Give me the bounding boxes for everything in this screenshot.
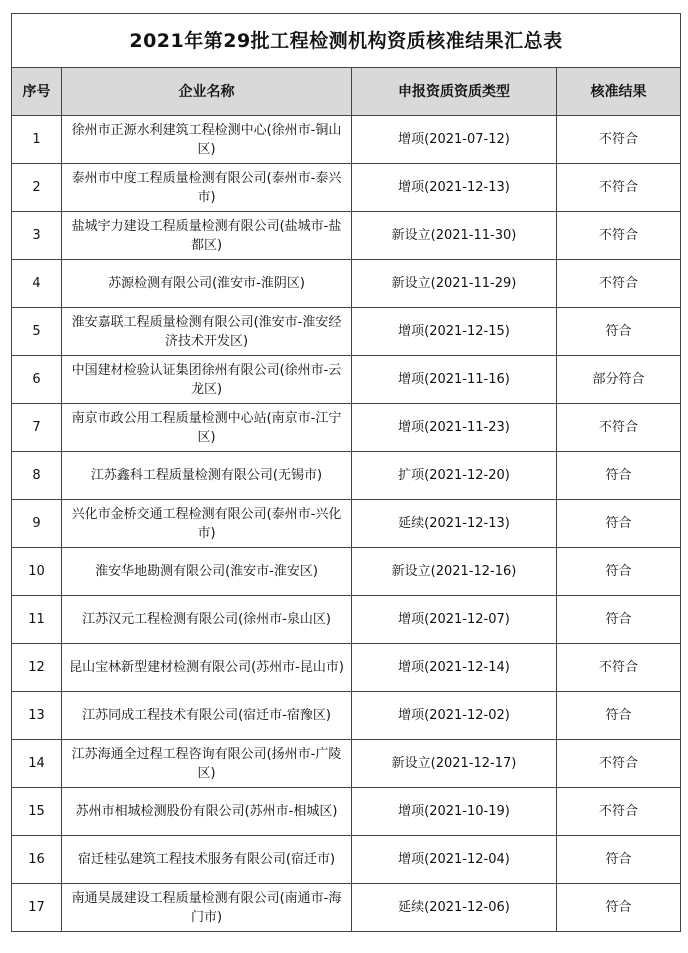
- row-company-name: 兴化市金桥交通工程检测有限公司(泰州市-兴化市): [62, 500, 352, 548]
- row-company-name: 中国建材检验认证集团徐州有限公司(徐州市-云龙区): [62, 356, 352, 404]
- row-qualification-type: 增项(2021-11-16): [352, 356, 557, 404]
- row-result: 符合: [557, 884, 681, 932]
- table-row: [12, 596, 681, 644]
- row-qualification-type: 增项(2021-12-15): [352, 308, 557, 356]
- row-qualification-type: 增项(2021-12-02): [352, 692, 557, 740]
- header-company-name: 企业名称: [62, 68, 352, 116]
- table-row: [12, 308, 681, 356]
- row-index: 8: [12, 452, 62, 500]
- row-result: 符合: [557, 596, 681, 644]
- row-index: 1: [12, 116, 62, 164]
- row-result: 符合: [557, 692, 681, 740]
- table-row: [12, 452, 681, 500]
- table-row: [12, 356, 681, 404]
- row-company-name: 昆山宝林新型建材检测有限公司(苏州市-昆山市): [62, 644, 352, 692]
- row-company-name: 徐州市正源水利建筑工程检测中心(徐州市-铜山区): [62, 116, 352, 164]
- row-result: 不符合: [557, 788, 681, 836]
- table-row: [12, 212, 681, 260]
- row-index: 3: [12, 212, 62, 260]
- row-result: 不符合: [557, 212, 681, 260]
- row-result: 符合: [557, 500, 681, 548]
- row-qualification-type: 延续(2021-12-06): [352, 884, 557, 932]
- table-row: [12, 548, 681, 596]
- row-result: 符合: [557, 308, 681, 356]
- header-row: [12, 68, 681, 116]
- table-title: 2021年第29批工程检测机构资质核准结果汇总表: [12, 14, 681, 68]
- row-result: 不符合: [557, 260, 681, 308]
- row-qualification-type: 新设立(2021-12-16): [352, 548, 557, 596]
- row-qualification-type: 增项(2021-12-07): [352, 596, 557, 644]
- row-company-name: 江苏同成工程技术有限公司(宿迁市-宿豫区): [62, 692, 352, 740]
- row-result: 部分符合: [557, 356, 681, 404]
- row-index: 15: [12, 788, 62, 836]
- row-index: 17: [12, 884, 62, 932]
- table-row: [12, 692, 681, 740]
- row-company-name: 淮安嘉联工程质量检测有限公司(淮安市-淮安经济技术开发区): [62, 308, 352, 356]
- table-row: [12, 740, 681, 788]
- row-index: 10: [12, 548, 62, 596]
- header-result: 核准结果: [557, 68, 681, 116]
- row-index: 5: [12, 308, 62, 356]
- row-index: 14: [12, 740, 62, 788]
- row-index: 9: [12, 500, 62, 548]
- row-qualification-type: 延续(2021-12-13): [352, 500, 557, 548]
- row-result: 不符合: [557, 164, 681, 212]
- table-row: [12, 404, 681, 452]
- row-index: 11: [12, 596, 62, 644]
- row-company-name: 盐城宇力建设工程质量检测有限公司(盐城市-盐都区): [62, 212, 352, 260]
- row-index: 4: [12, 260, 62, 308]
- row-company-name: 南京市政公用工程质量检测中心站(南京市-江宁区): [62, 404, 352, 452]
- row-qualification-type: 新设立(2021-11-29): [352, 260, 557, 308]
- row-index: 7: [12, 404, 62, 452]
- summary-sheet: [11, 13, 680, 932]
- row-qualification-type: 增项(2021-10-19): [352, 788, 557, 836]
- title-row: [12, 14, 681, 68]
- row-company-name: 江苏汉元工程检测有限公司(徐州市-泉山区): [62, 596, 352, 644]
- row-result: 不符合: [557, 644, 681, 692]
- row-result: 不符合: [557, 116, 681, 164]
- results-table: [11, 13, 681, 932]
- row-company-name: 宿迁桂弘建筑工程技术服务有限公司(宿迁市): [62, 836, 352, 884]
- row-result: 符合: [557, 452, 681, 500]
- row-qualification-type: 新设立(2021-12-17): [352, 740, 557, 788]
- row-company-name: 苏源检测有限公司(淮安市-淮阴区): [62, 260, 352, 308]
- row-company-name: 苏州市相城检测股份有限公司(苏州市-相城区): [62, 788, 352, 836]
- table-row: [12, 836, 681, 884]
- row-company-name: 江苏海通全过程工程咨询有限公司(扬州市-广陵区): [62, 740, 352, 788]
- table-row: [12, 164, 681, 212]
- row-result: 不符合: [557, 404, 681, 452]
- row-result: 符合: [557, 836, 681, 884]
- row-qualification-type: 扩项(2021-12-20): [352, 452, 557, 500]
- row-result: 符合: [557, 548, 681, 596]
- table-row: [12, 884, 681, 932]
- table-row: [12, 260, 681, 308]
- row-qualification-type: 增项(2021-07-12): [352, 116, 557, 164]
- row-qualification-type: 增项(2021-12-04): [352, 836, 557, 884]
- row-index: 12: [12, 644, 62, 692]
- table-row: [12, 788, 681, 836]
- row-index: 13: [12, 692, 62, 740]
- table-body: [12, 116, 681, 932]
- row-index: 6: [12, 356, 62, 404]
- row-company-name: 江苏鑫科工程质量检测有限公司(无锡市): [62, 452, 352, 500]
- row-qualification-type: 增项(2021-12-14): [352, 644, 557, 692]
- row-company-name: 泰州市中度工程质量检测有限公司(泰州市-泰兴市): [62, 164, 352, 212]
- row-qualification-type: 增项(2021-11-23): [352, 404, 557, 452]
- row-qualification-type: 增项(2021-12-13): [352, 164, 557, 212]
- table-row: [12, 500, 681, 548]
- row-qualification-type: 新设立(2021-11-30): [352, 212, 557, 260]
- row-result: 不符合: [557, 740, 681, 788]
- row-company-name: 淮安华地勘测有限公司(淮安市-淮安区): [62, 548, 352, 596]
- row-company-name: 南通昊晟建设工程质量检测有限公司(南通市-海门市): [62, 884, 352, 932]
- table-row: [12, 644, 681, 692]
- table-row: [12, 116, 681, 164]
- row-index: 2: [12, 164, 62, 212]
- header-qualification-type: 申报资质资质类型: [352, 68, 557, 116]
- row-index: 16: [12, 836, 62, 884]
- header-index: 序号: [12, 68, 62, 116]
